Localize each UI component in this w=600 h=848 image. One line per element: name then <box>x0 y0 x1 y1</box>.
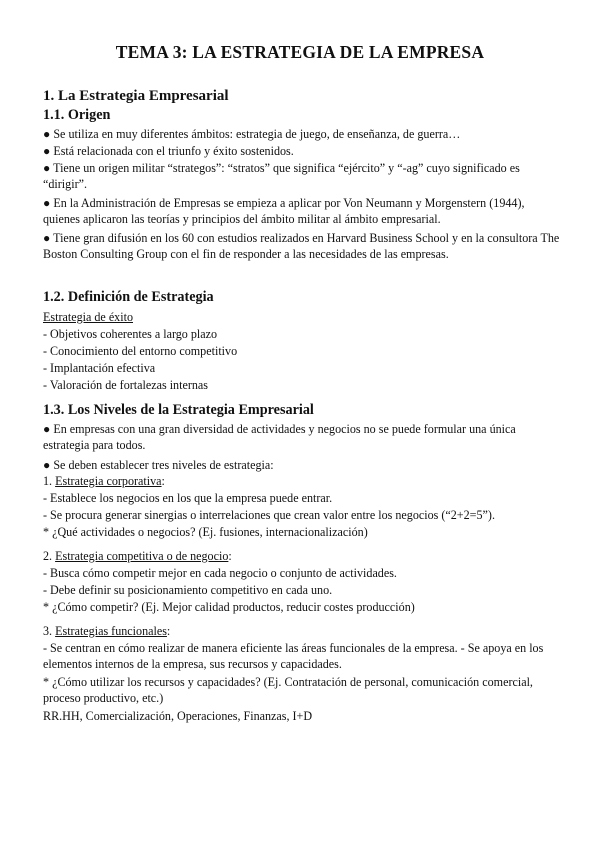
corporativa-line: - Se procura generar sinergias o interrelaciones que crean valor entre los negocios (“2+2=5”). <box>43 508 495 522</box>
competitiva-heading <box>43 548 563 564</box>
definicion-item: - Valoración de fortalezas internas <box>43 378 208 392</box>
competitiva-label: Estrategia competitiva o de negocio <box>55 549 229 563</box>
section-heading-estrategia-empresarial: 1. La Estrategia Empresarial <box>43 88 229 104</box>
corporativa-heading <box>43 473 563 489</box>
subsection-heading-definicion: 1.2. Definición de Estrategia <box>43 289 214 305</box>
niveles-bullet: ● Se deben establecer tres niveles de estrategia: <box>43 458 274 472</box>
funcionales-heading <box>43 623 563 639</box>
funcionales-areas: RR.HH, Comercialización, Operaciones, Finanzas, I+D <box>43 709 313 723</box>
origen-bullet: ● En la Administración de Empresas se empieza a aplicar por Von Neumann y Morgenstern (1944), quienes aplicaron las teorías y principios del ámbito militar al ámbito empresarial. <box>43 196 525 227</box>
corporativa-line: * ¿Qué actividades o negocios? (Ej. fusiones, internacionalización) <box>43 525 368 539</box>
definicion-item: - Implantación efectiva <box>43 361 156 375</box>
competitiva-line: - Busca cómo competir mejor en cada negocio o conjunto de actividades. <box>43 566 397 580</box>
competitiva-suffix: : <box>228 549 232 563</box>
corporativa-line: - Establece los negocios en los que la empresa puede entrar. <box>43 491 333 505</box>
document-title: TEMA 3: LA ESTRATEGIA DE LA EMPRESA <box>115 42 485 62</box>
subsection-heading-origen: 1.1. Origen <box>43 107 111 123</box>
corporativa-label: Estrategia corporativa <box>55 474 162 488</box>
funcionales-label: Estrategias funcionales <box>55 624 167 638</box>
definicion-item: - Objetivos coherentes a largo plazo <box>43 327 218 341</box>
funcionales-number: 3. <box>43 624 56 638</box>
subsection-heading-niveles: 1.3. Los Niveles de la Estrategia Empresarial <box>43 402 314 418</box>
competitiva-line: * ¿Cómo competir? (Ej. Mejor calidad productos, reducir costes producción) <box>43 600 415 614</box>
funcionales-suffix: : <box>166 624 171 638</box>
niveles-bullet: ● En empresas con una gran diversidad de actividades y negocios no se puede formular una única estrategia para todos. <box>43 422 516 453</box>
definicion-subheading: Estrategia de éxito <box>43 310 133 324</box>
corporativa-number: 1. <box>43 474 56 488</box>
competitiva-line: - Debe definir su posicionamiento competitivo en cada uno. <box>43 583 333 597</box>
funcionales-paragraph: * ¿Cómo utilizar los recursos y capacidades? (Ej. Contratación de personal, comunicación comercial, proceso productivo, etc.) <box>43 675 533 706</box>
origen-bullet: ● Tiene un origen militar “strategos”: “stratos” que significa “ejército” y “-ag” cuyo significado es “dirigir”. <box>43 161 520 192</box>
origen-bullet: ● Tiene gran difusión en los 60 con estudios realizados en Harvard Business School y en la consultora The Boston Consulting Group con el fin de responder a las necesidades de las empresas. <box>43 231 560 262</box>
competitiva-number: 2. <box>43 549 56 563</box>
origen-bullet: ● Se utiliza en muy diferentes ámbitos: estrategia de juego, de enseñanza, de guerra… <box>43 127 461 141</box>
origen-bullet: ● Está relacionada con el triunfo y éxito sostenidos. <box>43 144 294 158</box>
corporativa-suffix: : <box>161 474 165 488</box>
definicion-item: - Conocimiento del entorno competitivo <box>43 344 238 358</box>
funcionales-paragraph: - Se centran en cómo realizar de manera eficiente las áreas funcionales de la empresa. - Se apoya en los elementos internos de la empresa, sus recursos y capacidades. <box>43 641 544 672</box>
